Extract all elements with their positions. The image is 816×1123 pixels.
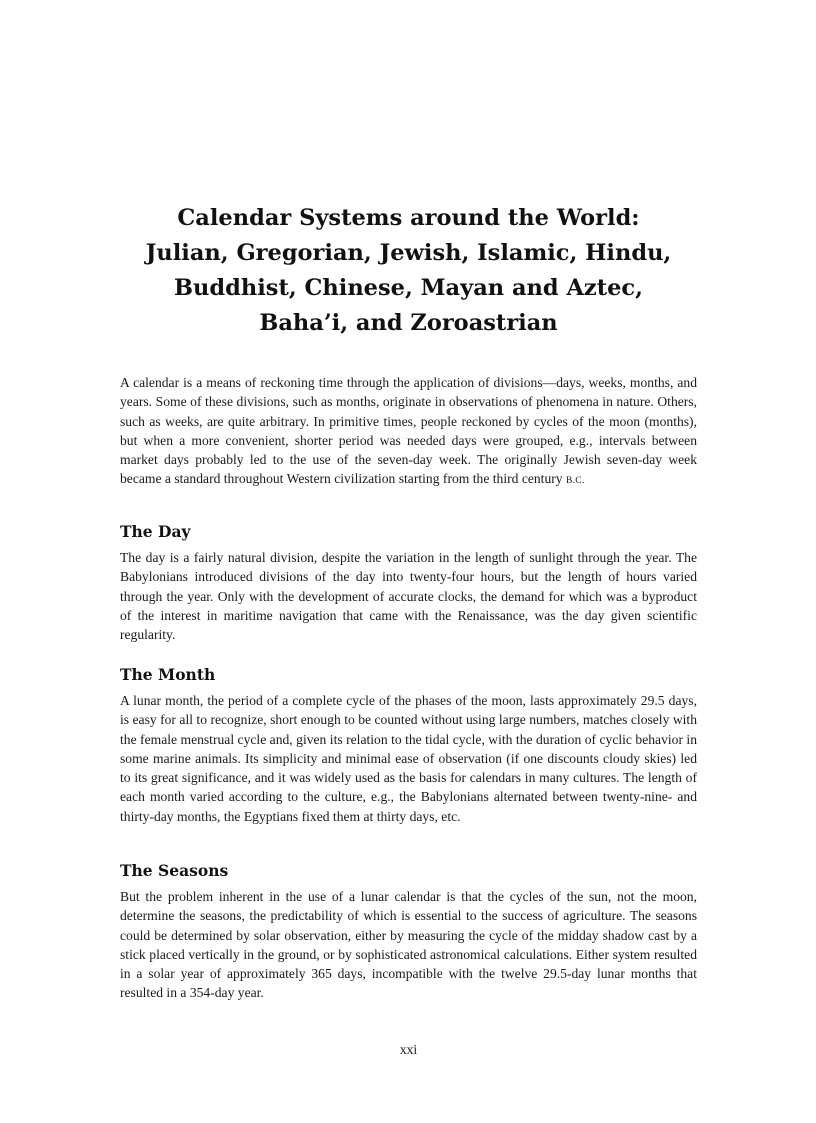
section-the-month	[120, 665, 697, 826]
section-heading: The Month	[120, 665, 216, 684]
section-heading: The Seasons	[120, 861, 229, 880]
title-line-4: Baha’i, and Zoroastrian	[259, 310, 558, 336]
section-heading: The Day	[120, 522, 191, 541]
title-line-1: Calendar Systems around the World:	[177, 205, 640, 231]
era-abbreviation: B.C.	[566, 476, 585, 487]
section-paragraph: A lunar month, the period of a complete cycle of the phases of the moon, lasts approximately 29.5 days, is easy for all to recognize, short enough to be counted without using large numbers, matches closely with the female menstrual cycle and, given its relation to the tidal cycle, with the duration of cyclic behavior in some marine animals. Its simplicity and minimal ease of observation (if one discounts cloudy skies) led to its great significance, and it was widely used as the basis for calendars in many cultures. The length of each month varied according to the culture, e.g., the Babylonians alternated between twenty-nine- and thirty-day months, the Egyptians fixed them at thirty days, etc.	[120, 693, 697, 824]
intro-text: A calendar is a means of reckoning time through the application of divisions—days, weeks, months, and years. Some of these divisions, such as months, originate in observations of phenomena in nature. Others, such as weeks, are quite arbitrary. In primitive times, people reckoned by cycles of the moon (months), but when a more convenient, shorter period was needed days were grouped, e.g., intervals between market days probably led to the use of the seven-day week. The originally Jewish seven-day week became a standard throughout Western civilization starting from the third century	[120, 375, 697, 487]
intro-paragraph	[120, 373, 697, 492]
page-number: xxi	[399, 1042, 418, 1057]
title-line-2: Julian, Gregorian, Jewish, Islamic, Hindu,	[145, 240, 672, 266]
section-paragraph: But the problem inherent in the use of a lunar calendar is that the cycles of the sun, not the moon, determine the seasons, the predictability of which is essential to the success of agriculture. The seasons could be determined by solar observation, either by measuring the cycle of the midday shadow cast by a stick placed vertically in the ground, or by sophisticated astronomical calculations. Either system resulted in a solar year of approximately 365 days, incompatible with the twelve 29.5-day lunar months that resulted in a 354-day year.	[120, 889, 697, 1001]
page-title	[120, 201, 697, 341]
section-paragraph: The day is a fairly natural division, despite the variation in the length of sunlight through the year. The Babylonians introduced divisions of the day into twenty-four hours, but the length of hours varied through the year. Only with the development of accurate clocks, the demand for which was a byproduct of the interest in maritime navigation that came with the Renaissance, was the day given scientific regularity.	[120, 550, 697, 643]
section-the-seasons	[120, 861, 697, 1003]
title-line-3: Buddhist, Chinese, Mayan and Aztec,	[174, 275, 643, 301]
section-the-day	[120, 522, 697, 644]
page	[120, 0, 697, 1123]
